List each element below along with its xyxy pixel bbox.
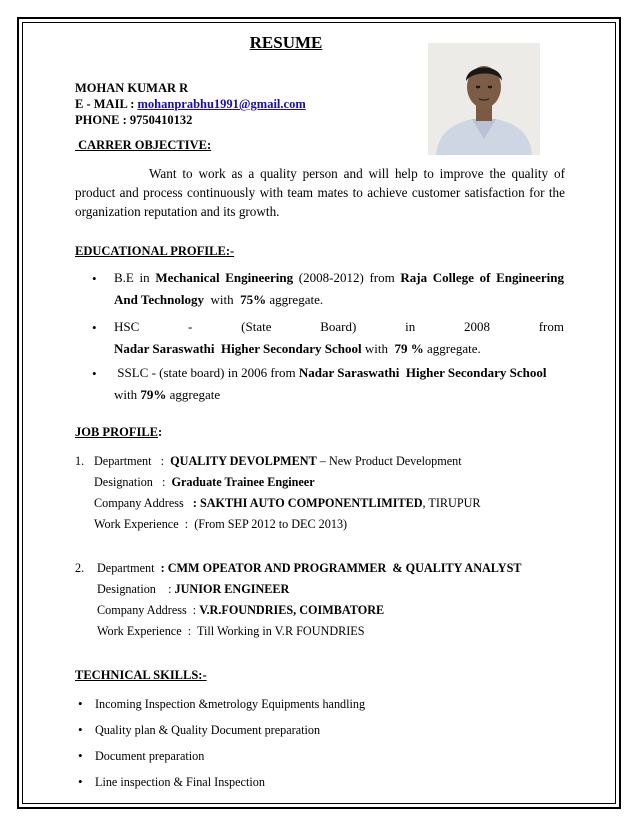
email-label: E - MAIL : — [75, 97, 138, 111]
edu-text: with — [114, 387, 141, 402]
bullet: • — [92, 366, 97, 381]
edu-score: 79 % — [394, 341, 424, 356]
edu-text: with — [203, 292, 241, 307]
edu-institution: Nadar Saraswathi Higher Secondary School — [114, 341, 362, 356]
value: QUALITY DEVOLPMENT — [170, 454, 317, 468]
job-designation — [97, 579, 522, 600]
bullet: • — [78, 748, 83, 763]
job-heading — [75, 425, 162, 440]
skill-item: Document preparation — [95, 749, 205, 763]
job-experience: Work Experience : (From SEP 2012 to DEC 2013) — [94, 517, 348, 531]
edu-score: 79% — [140, 387, 167, 402]
label: Designation : — [97, 582, 175, 596]
edu-text: B.E in — [114, 270, 156, 285]
edu-institution: Raja College of Engineering And Technology — [114, 270, 564, 307]
job-company — [97, 600, 522, 621]
job-company — [94, 493, 481, 514]
skill-item: Line inspection & Final Inspection — [95, 775, 265, 789]
bullet: • — [78, 696, 83, 711]
job-heading-colon: : — [158, 425, 163, 439]
edu-degree: Mechanical Engineering — [155, 270, 294, 285]
job-number: 1. — [75, 454, 85, 468]
value: : SAKTHI AUTO COMPONENTLIMITED — [192, 496, 423, 510]
label: Company Address — [94, 496, 193, 510]
value-rest: , TIRUPUR — [422, 496, 481, 510]
job-department — [94, 451, 481, 472]
education-item-sslc — [114, 362, 564, 406]
edu-text: SSLC - (state board) in 2006 from — [114, 365, 299, 380]
email-line — [75, 96, 306, 112]
value: Graduate Trainee Engineer — [171, 475, 315, 489]
label: Department — [97, 561, 161, 575]
education-item-hsc — [114, 316, 564, 360]
edu-text: with — [361, 341, 395, 356]
job-department — [97, 558, 522, 579]
skill-item: Quality plan & Quality Document preparation — [95, 723, 321, 737]
job-entry-2 — [75, 558, 522, 642]
edu-institution: Nadar Saraswathi Higher Secondary School — [298, 365, 547, 380]
value: JUNIOR ENGINEER — [174, 582, 290, 596]
skills-heading: TECHNICAL SKILLS:- — [75, 668, 207, 682]
job-designation — [94, 472, 481, 493]
label: Company Address : — [97, 603, 200, 617]
label: Designation : — [94, 475, 172, 489]
edu-text: aggregate. — [266, 292, 324, 307]
job-heading-text: JOB PROFILE — [75, 425, 158, 439]
edu-text: aggregate. — [423, 341, 481, 356]
education-heading: EDUCATIONAL PROFILE:- — [75, 244, 235, 258]
edu-text: HSC - (State Board) in 2008 from — [114, 319, 564, 334]
resume-title: RESUME — [249, 33, 323, 52]
bullet: • — [92, 320, 97, 335]
value: V.R.FOUNDRIES, COIMBATORE — [199, 603, 385, 617]
label: Department : — [94, 454, 171, 468]
profile-photo — [428, 43, 540, 155]
email-link[interactable]: mohanprabhu1991@gmail.com — [137, 97, 306, 111]
edu-score: 75% — [240, 292, 267, 307]
edu-text: (2008-2012) from — [293, 270, 401, 285]
value: : CMM OPEATOR AND PROGRAMMER & QUALITY ANALYST — [160, 561, 522, 575]
value-rest: – New Product Development — [316, 454, 462, 468]
edu-text: aggregate — [166, 387, 221, 402]
bullet: • — [78, 722, 83, 737]
job-number: 2. — [75, 561, 85, 575]
bullet: • — [78, 774, 83, 789]
phone-line: PHONE : 9750410132 — [75, 113, 193, 127]
job-experience: Work Experience : Till Working in V.R FOUNDRIES — [97, 624, 365, 638]
candidate-name: MOHAN KUMAR R — [75, 81, 189, 95]
skill-item: Incoming Inspection &metrology Equipments handling — [95, 697, 366, 711]
objective-heading: CARRER OBJECTIVE: — [75, 138, 212, 152]
objective-text: Want to work as a quality person and will help to improve the quality of product and process continuously with team mates to achieve customer satisfaction for the organization reputation and its growth. — [75, 166, 565, 219]
job-entry-1 — [75, 451, 481, 535]
education-item-be — [114, 267, 564, 311]
bullet: • — [92, 271, 97, 286]
